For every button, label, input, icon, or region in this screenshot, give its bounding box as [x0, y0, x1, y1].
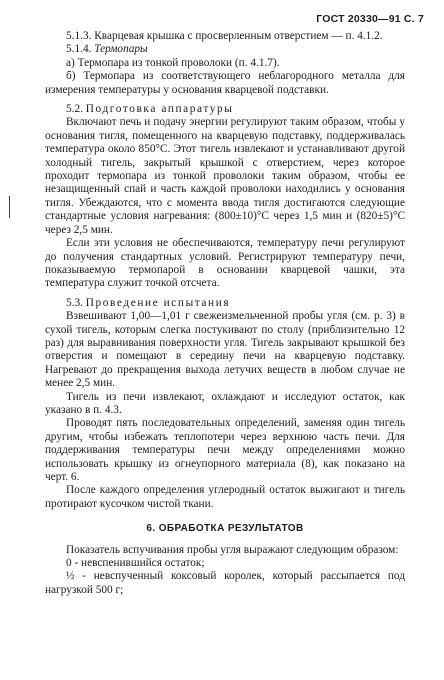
list-item-0: 0 - невспенившийся остаток;	[66, 557, 205, 570]
paragraph-weighing: Взвешивают 1,00—1,01 г свежеизмельченной пробы угля (см. р. 3) в сухой тигель, которым слегка постукивают по столу (приблизительно 12 раз) для выравнивания поверхности угля. Тигель закрывают крышкой без отверстия и помещают в середину печи на кварцевую подставку. Нагревают до прекращения выхода летучих веществ в любом случае не менее 2,5 мин.	[45, 310, 405, 390]
paragraph-item-a: а) Термопара из тонкой проволоки (п. 4.1.7).	[66, 56, 280, 69]
paragraph-regulation: Если эти условия не обеспечиваются, температуру печи регулируют до получения стандартных условий. Регистрируют температуру печи, показываемую термопарой в основании кварцевой чашки, эта температура служит точкой отсчета.	[45, 237, 405, 290]
section-title-procedure: Проведение испытания	[85, 296, 231, 309]
paragraph-5-1-3: 5.1.3. Кварцевая крышка с просверленным отверстием — п. 4.1.2.	[66, 30, 383, 42]
document-body	[45, 30, 405, 597]
heading-section-6: 6. ОБРАБОТКА РЕЗУЛЬТАТОВ	[146, 523, 304, 535]
paragraph-five-determinations: Проводят пять последовательных определений, заменяя один тигель другим, чтобы избежать теплопотери через верхнюю часть печи. Для поддерживания температуры печи между определениями можно использовать крышку из огнеупорного материала (8), как показано на черт. 6.	[45, 417, 405, 483]
section-title-thermocouples: Термопары	[94, 43, 148, 56]
paragraph-heating: Включают печь и подачу энергии регулируют таким образом, чтобы у основания тигля, помещенного на кварцевую подставку, поддерживалась температура около 850°С. Этот тигель извлекают и устанавливают другой холодный тигель, закрытый крышкой с отверстием, через которое проходит термопара из тонкой проволоки таким образом, чтобы ее незащищенный спай и часть каждой проволоки находились у основания тигля. Убеждаются, что с момента ввода тигля достигаются следующие стандартные условия нагревания: (800±10)°С через 1,5 мин и (820±5)°С через 2,5 мин.	[45, 116, 405, 236]
heading-5-3	[45, 297, 405, 310]
heading-5-2	[45, 103, 405, 116]
paragraph-burnout: После каждого определения углеродный остаток выжигают и тигель протирают кусочком чистой ткани.	[45, 484, 405, 510]
section-title-preparation: Подготовка аппаратуры	[85, 103, 234, 116]
paragraph-index-expression: Показатель вспучивания пробы угля выражают следующим образом:	[66, 543, 399, 556]
page-header: ГОСТ 20330—91 С. 7	[316, 13, 424, 25]
paragraph-5-1-4	[45, 43, 405, 56]
margin-mark	[9, 196, 10, 218]
paragraph-cooling: Тигель из печи извлекают, охлаждают и исследуют остаток, как указано в п. 4.3.	[45, 390, 405, 416]
paragraph-item-b: б) Термопара из соответствующего неблагородного металла для измерения температуры у основания кварцевой подставки.	[45, 70, 405, 96]
section-number: 5.3.	[66, 296, 86, 309]
list-item-half: ½ - невспученный коксовый королек, который рассыпается под нагрузкой 500 г;	[45, 570, 405, 596]
section-number: 5.1.4.	[66, 43, 95, 56]
section-number: 5.2.	[66, 103, 86, 116]
